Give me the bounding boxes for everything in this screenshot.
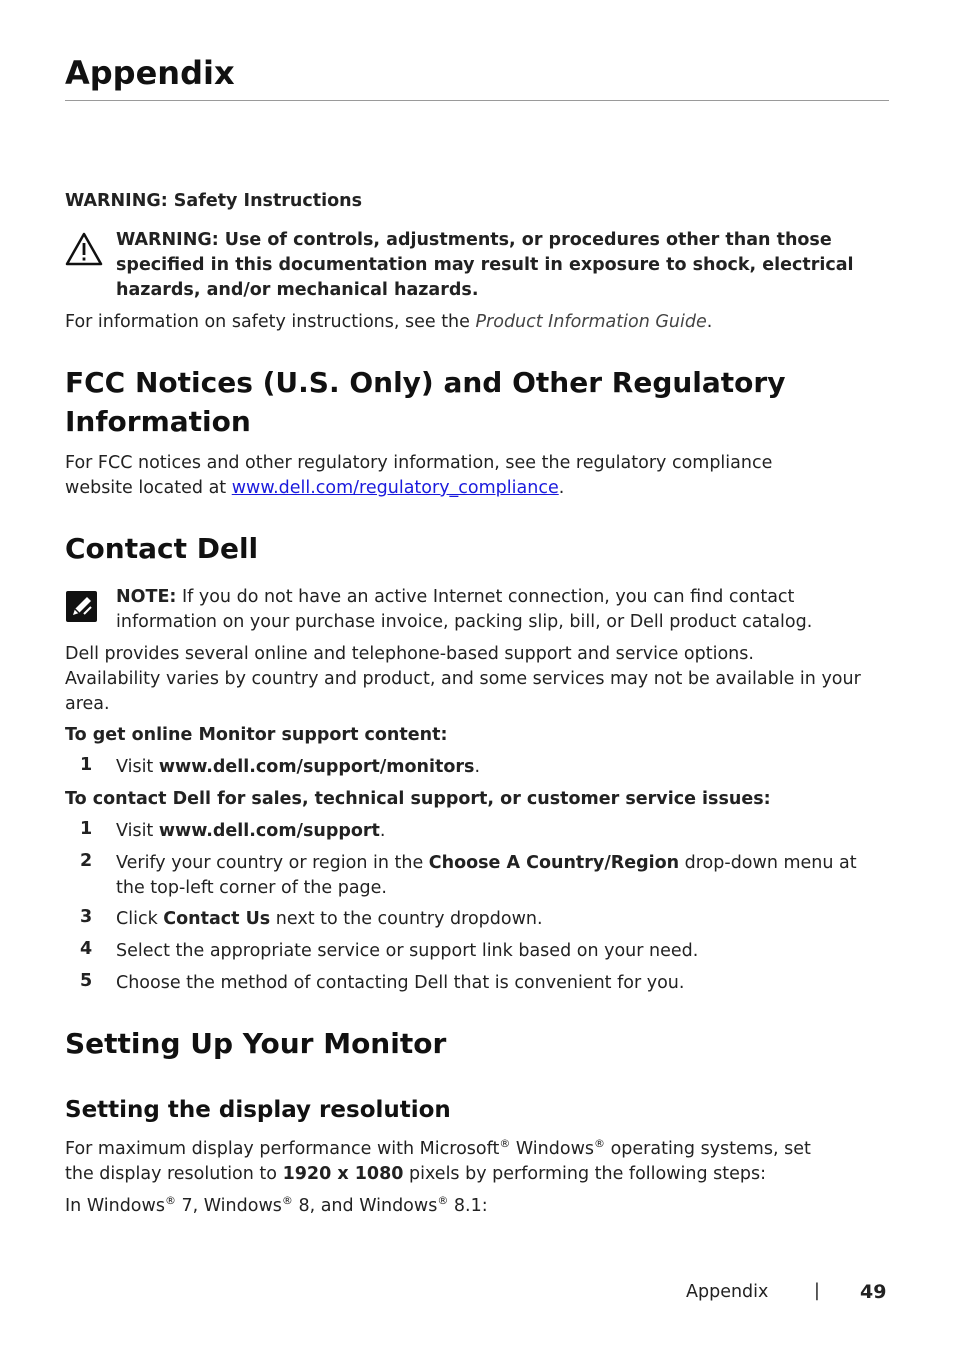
step-number: 1 [80, 755, 93, 775]
text-span: 8.1: [448, 1196, 488, 1216]
safety-info [65, 310, 712, 335]
step-number: 2 [80, 851, 93, 871]
footer-separator: | [814, 1281, 820, 1301]
footer-section: Appendix [686, 1282, 769, 1302]
setup-subtitle: Setting the display resolution [65, 1097, 451, 1123]
note-icon [65, 590, 98, 627]
list-item [65, 907, 889, 932]
step-suffix: . [379, 821, 386, 841]
step-prefix: Verify your country or region in the [116, 853, 429, 873]
title-divider [65, 100, 889, 101]
page-number: 49 [860, 1281, 887, 1303]
registered-mark: ® [281, 1194, 293, 1207]
text-span: Windows [510, 1139, 595, 1159]
safety-info-prefix: For information on safety instructions, see the [65, 312, 476, 332]
note-line1-text: If you do not have an active Internet connection, you can find contact [176, 587, 795, 607]
text-span: 7, Windows [175, 1196, 282, 1216]
note-line2: information on your purchase invoice, packing slip, bill, or Dell product catalog. [116, 612, 813, 632]
contact-para-line3: area. [65, 694, 110, 714]
support-url[interactable]: www.dell.com/support [158, 821, 380, 841]
list-item [65, 939, 889, 964]
step-prefix: Visit [116, 757, 159, 777]
safety-info-suffix: . [706, 312, 713, 332]
contact-para-line1: Dell provides several online and telephone-based support and service options. [65, 644, 754, 664]
sales-heading: To contact Dell for sales, technical support, or customer service issues: [65, 789, 771, 809]
registered-mark: ® [437, 1194, 449, 1207]
fcc-line1: For FCC notices and other regulatory information, see the regulatory compliance [65, 453, 773, 473]
setup-para-line1 [65, 1137, 889, 1162]
step-number: 1 [80, 819, 93, 839]
text-span: 8, and Windows [292, 1196, 438, 1216]
step-suffix: next to the country dropdown. [270, 909, 543, 929]
setup-title: Setting Up Your Monitor [65, 1027, 447, 1060]
text-span: For maximum display performance with Microsoft [65, 1139, 500, 1159]
text-span: In Windows [65, 1196, 165, 1216]
text-span: the display resolution to [65, 1164, 283, 1184]
step-text: Choose the method of contacting Dell that is convenient for you. [116, 973, 685, 993]
step-text: Select the appropriate service or support link based on your need. [116, 941, 699, 961]
list-item [65, 819, 889, 844]
contact-para-line2: Availability varies by country and product, and some services may not be available in your [65, 669, 861, 689]
step-number: 4 [80, 939, 93, 959]
contact-us-label: Contact Us [163, 909, 271, 929]
page-title: Appendix [65, 54, 235, 92]
text-span: operating systems, set [605, 1139, 811, 1159]
step-prefix: Visit [116, 821, 159, 841]
step-suffix: . [474, 757, 481, 777]
fcc-title-line2: Information [65, 405, 251, 438]
step-line2: the top-left corner of the page. [116, 878, 387, 898]
contact-title: Contact Dell [65, 532, 259, 565]
step-text [116, 819, 889, 844]
regulatory-link[interactable]: www.dell.com/regulatory_compliance [231, 478, 559, 498]
registered-mark: ® [594, 1137, 606, 1150]
list-item [65, 971, 889, 996]
step-number: 5 [80, 971, 93, 991]
product-guide-title: Product Information Guide [475, 312, 707, 332]
step-prefix: Click [116, 909, 164, 929]
text-span: pixels by performing the following steps: [403, 1164, 767, 1184]
step-number: 3 [80, 907, 93, 927]
note-label: NOTE: [116, 587, 177, 607]
warning-text: WARNING: Use of controls, adjustments, or procedures other than those specified in this documentation may result in exposure to shock, electrical hazards, and/or mechanical hazards. [116, 230, 854, 300]
fcc-line2-prefix: website located at [65, 478, 232, 498]
step-text [116, 851, 889, 901]
step-text [116, 755, 889, 780]
registered-mark: ® [164, 1194, 176, 1207]
step-text [116, 907, 889, 932]
fcc-line2-suffix: . [558, 478, 565, 498]
support-monitors-url[interactable]: www.dell.com/support/monitors [158, 757, 475, 777]
resolution-value: 1920 x 1080 [282, 1164, 404, 1184]
list-item [65, 851, 889, 901]
list-item [65, 755, 889, 780]
note-line1 [116, 585, 794, 610]
registered-mark: ® [499, 1137, 511, 1150]
warning-icon [65, 232, 103, 270]
online-heading: To get online Monitor support content: [65, 725, 448, 745]
fcc-title-line1: FCC Notices (U.S. Only) and Other Regulatory [65, 366, 786, 399]
setup-para-line3 [65, 1194, 488, 1219]
setup-para-line2 [65, 1162, 766, 1187]
fcc-line2 [65, 476, 564, 501]
step-suffix: drop-down menu at [679, 853, 857, 873]
safety-heading: WARNING: Safety Instructions [65, 191, 363, 211]
choose-country-label: Choose A Country/Region [428, 853, 680, 873]
